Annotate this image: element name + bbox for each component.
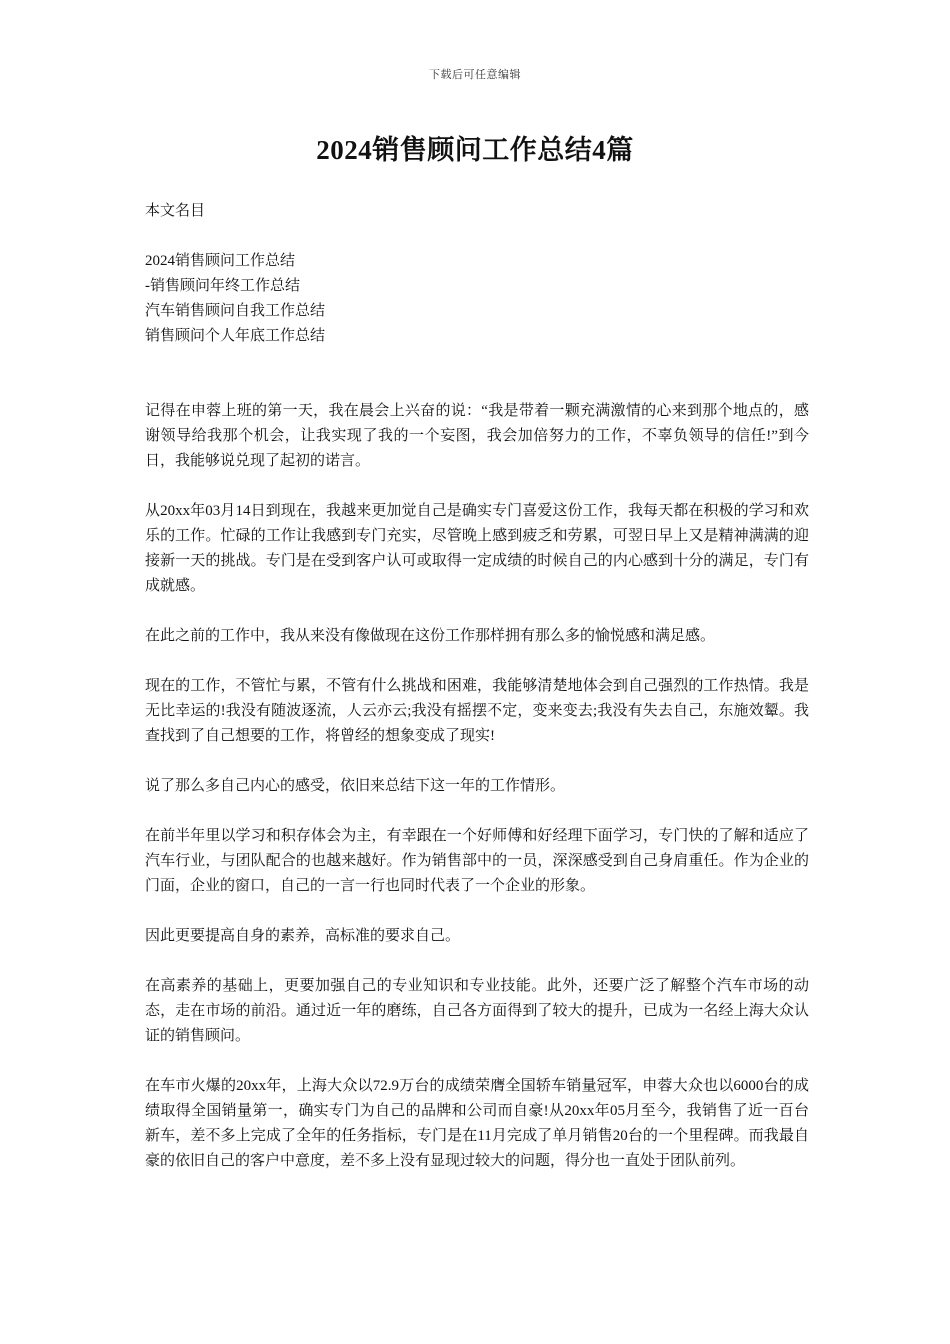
toc-heading: 本文名目	[145, 203, 206, 219]
body-text	[145, 399, 809, 1174]
toc-item: 销售顾问个人年底工作总结	[145, 328, 326, 344]
header-note: 下载后可任意编辑	[429, 69, 521, 81]
toc-item: -销售顾问年终工作总结	[145, 278, 300, 294]
paragraph: 在前半年里以学习和积存体会为主，有幸跟在一个好师傅和好经理下面学习，专门快的了解和适应了汽车行业，与团队配合的也越来越好。作为销售部中的一员，深深感受到自己身肩重任。作为企业的门面，企业的窗口，自己的一言一行也同时代表了一个企业的形象。	[145, 828, 809, 894]
paragraph: 因此更要提高自身的素养，高标准的要求自己。	[145, 928, 461, 944]
paragraph: 在车市火爆的20xx年，上海大众以72.9万台的成绩荣膺全国轿车销量冠军，申蓉大众也以6000台的成绩取得全国销量第一，确实专门为自己的品牌和公司而自豪!从20xx年05月至今，我销售了近一百台新车，差不多上完成了全年的任务指标，专门是在11月完成了单月销售20台的一个里程碑。而我最自豪的依旧自己的客户中意度，差不多上没有显现过较大的问题，得分也一直处于团队前列。	[145, 1078, 809, 1169]
paragraph: 在高素养的基础上，更要加强自己的专业知识和专业技能。此外，还要广泛了解整个汽车市场的动态，走在市场的前沿。通过近一年的磨练，自己各方面得到了较大的提升，已成为一名经上海大众认证的销售顾问。	[145, 978, 809, 1044]
table-of-contents	[145, 249, 809, 349]
paragraph: 记得在申蓉上班的第一天，我在晨会上兴奋的说：“我是带着一颗充满激情的心来到那个地点的，感谢领导给我那个机会，让我实现了我的一个妄图，我会加倍努力的工作，不辜负领导的信任!”到今日，我能够说兑现了起初的诺言。	[145, 403, 809, 469]
toc-item: 2024销售顾问工作总结	[145, 253, 296, 269]
paragraph: 从20xx年03月14日到现在，我越来更加觉自己是确实专门喜爱这份工作，我每天都在积极的学习和欢乐的工作。忙碌的工作让我感到专门充实，尽管晚上感到疲乏和劳累，可翌日早上又是精神满满的迎接新一天的挑战。专门是在受到客户认可或取得一定成绩的时候自己的内心感到十分的满足，专门有成就感。	[145, 503, 809, 594]
document-content	[145, 199, 809, 1199]
toc-item: 汽车销售顾问自我工作总结	[145, 303, 326, 319]
paragraph: 现在的工作，不管忙与累，不管有什么挑战和困难，我能够清楚地体会到自己强烈的工作热情。我是无比幸运的!我没有随波逐流，人云亦云;我没有摇摆不定，变来变去;我没有失去自己，东施效颦。我查找到了自己想要的工作，将曾经的想象变成了现实!	[145, 678, 809, 744]
paragraph: 说了那么多自己内心的感受，依旧来总结下这一年的工作情形。	[145, 778, 566, 794]
paragraph: 在此之前的工作中，我从来没有像做现在这份工作那样拥有那么多的愉悦感和满足感。	[145, 628, 716, 644]
document-title: 2024销售顾问工作总结4篇	[316, 135, 634, 165]
